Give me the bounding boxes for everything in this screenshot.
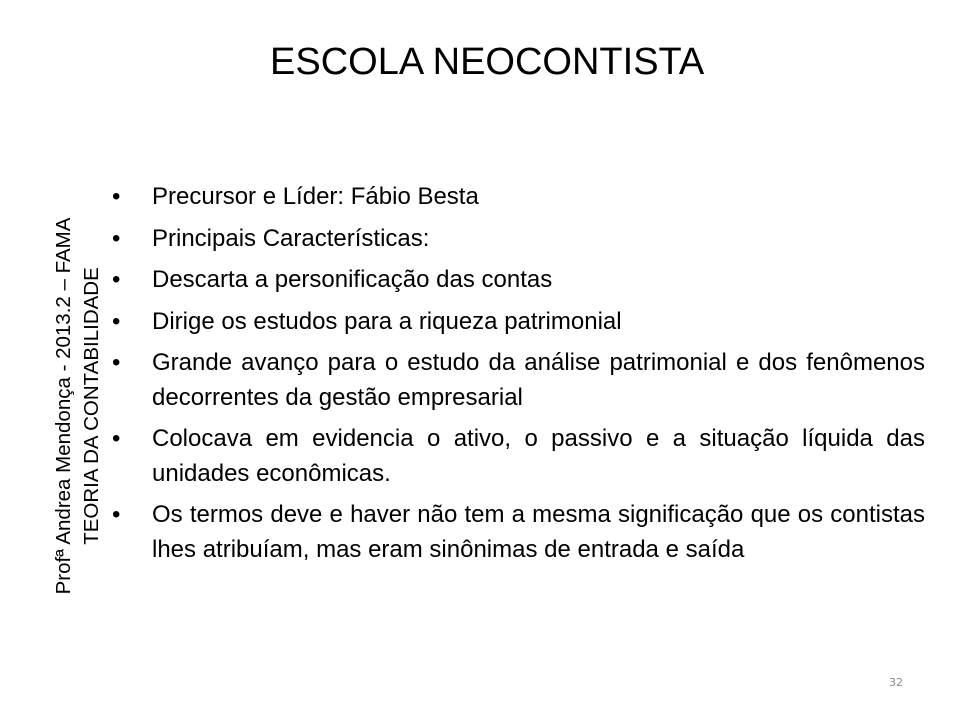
- bullet-item: [112, 346, 925, 415]
- bullet-item: [112, 180, 925, 215]
- bullet-text: Precursor e Líder: Fábio Besta: [152, 183, 479, 210]
- bullet-text: Os termos deve e haver não tem a mesma significação que os contistas lhes atribuíam, mas eram sinônimas de entrada e saída: [152, 501, 925, 563]
- bullet-text: Grande avanço para o estudo da análise patrimonial e dos fenômenos decorrentes da gestão empresarial: [152, 349, 925, 411]
- bullet-text: Principais Características:: [152, 224, 430, 252]
- bullet-text: Dirige os estudos para a riqueza patrimonial: [152, 307, 622, 335]
- bullet-item: [112, 422, 925, 491]
- bullet-icon: •: [112, 307, 121, 335]
- bullet-text: Descarta a personificação das contas: [152, 266, 553, 293]
- bullet-icon: •: [112, 266, 121, 293]
- bullet-icon: •: [112, 224, 121, 252]
- bullet-icon: •: [112, 183, 121, 210]
- bullet-item: [112, 263, 925, 298]
- bullet-item: [112, 305, 925, 340]
- side-caption-course: TEORIA DA CONTABILIDADE: [80, 267, 103, 545]
- bullet-list: [112, 180, 925, 574]
- bullet-icon: •: [112, 349, 121, 376]
- bullet-icon: •: [112, 425, 121, 452]
- side-caption-author: Profª Andrea Mendonça - 2013.2 – FAMA: [52, 217, 75, 595]
- bullet-item: [112, 498, 925, 567]
- side-caption: [50, 126, 114, 686]
- page-number: 32: [889, 676, 903, 689]
- bullet-item: [112, 222, 925, 257]
- bullet-text: Colocava em evidencia o ativo, o passivo e a situação líquida das unidades econômicas.: [152, 425, 925, 487]
- bullet-icon: •: [112, 501, 121, 528]
- slide-title: ESCOLA NEOCONTISTA: [270, 41, 705, 83]
